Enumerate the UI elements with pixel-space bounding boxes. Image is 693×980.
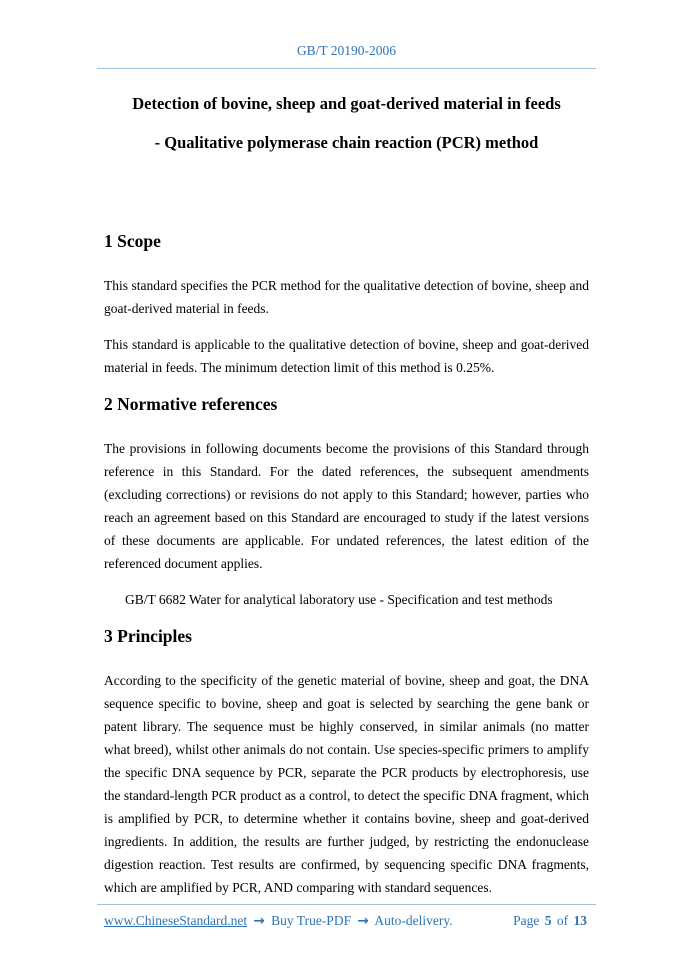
section-normative-paragraph-1: The provisions in following documents become the provisions of this Standard through reference in this Standard. For the dated references, the subsequent amendments (excluding corrections) or revisions do not apply to this Standard; however, parties who reach an agreement based on this Standard are encouraged to study if the latest versions of these documents are applicable. For undated references, the latest edition of the referenced document applies. <box>104 441 589 571</box>
website-link[interactable]: www.ChineseStandard.net <box>104 913 248 928</box>
footer-action-buy: Buy True-PDF <box>271 913 352 928</box>
page-label: Page <box>513 913 540 928</box>
page-footer <box>97 904 596 929</box>
footer-delivery-info <box>104 913 453 929</box>
section-normative-references <box>104 392 589 611</box>
section-scope-heading: 1 Scope <box>104 231 161 251</box>
current-page-number: 5 <box>544 913 552 928</box>
arrow-right-icon: → <box>357 913 369 929</box>
section-normative-heading: 2 Normative references <box>104 394 278 414</box>
header-rule <box>97 68 596 69</box>
document-title-line2: - Qualitative polymerase chain reaction (PCR) method <box>154 133 539 152</box>
of-label: of <box>556 913 569 928</box>
section-scope <box>104 229 589 379</box>
section-scope-paragraph-1: This standard specifies the PCR method for the qualitative detection of bovine, sheep and goat-derived material in feeds. <box>104 278 589 316</box>
document-title <box>0 94 693 153</box>
header-standard-code: GB/T 20190-2006 <box>296 43 397 58</box>
total-page-number: 13 <box>573 913 587 928</box>
footer-action-delivery: Auto-delivery. <box>374 913 453 928</box>
section-principles <box>104 624 589 899</box>
normative-reference-entry: GB/T 6682 Water for analytical laboratory use - Specification and test methods <box>125 592 553 607</box>
document-title-line1: Detection of bovine, sheep and goat-derived material in feeds <box>132 94 561 113</box>
section-scope-paragraph-2: This standard is applicable to the qualitative detection of bovine, sheep and goat-derived material in feeds. The minimum detection limit of this method is 0.25%. <box>104 337 589 375</box>
page-indicator <box>513 913 589 929</box>
arrow-right-icon: → <box>253 913 265 929</box>
document-body <box>104 229 589 899</box>
section-principles-paragraph-1: According to the specificity of the genetic material of bovine, sheep and goat, the DNA sequence specific to bovine, sheep and goat is selected by searching the gene bank or patent library. The sequence must be highly conserved, in similar animals (no matter what breed), whilst other animals do not contain. Use species-specific primers to amplify the specific DNA sequence by PCR, separate the PCR products by electrophoresis, use the standard-length PCR product as a control, to detect the specific DNA fragment, which is amplified by PCR, to determine whether it contains bovine, sheep and goat-derived ingredients. In addition, the results are further judged, by restricting the endonuclease digestion reaction. Test results are confirmed, by sequencing specific DNA fragments, which are amplified by PCR, AND comparing with standard sequences. <box>104 673 589 895</box>
section-principles-heading: 3 Principles <box>104 626 192 646</box>
